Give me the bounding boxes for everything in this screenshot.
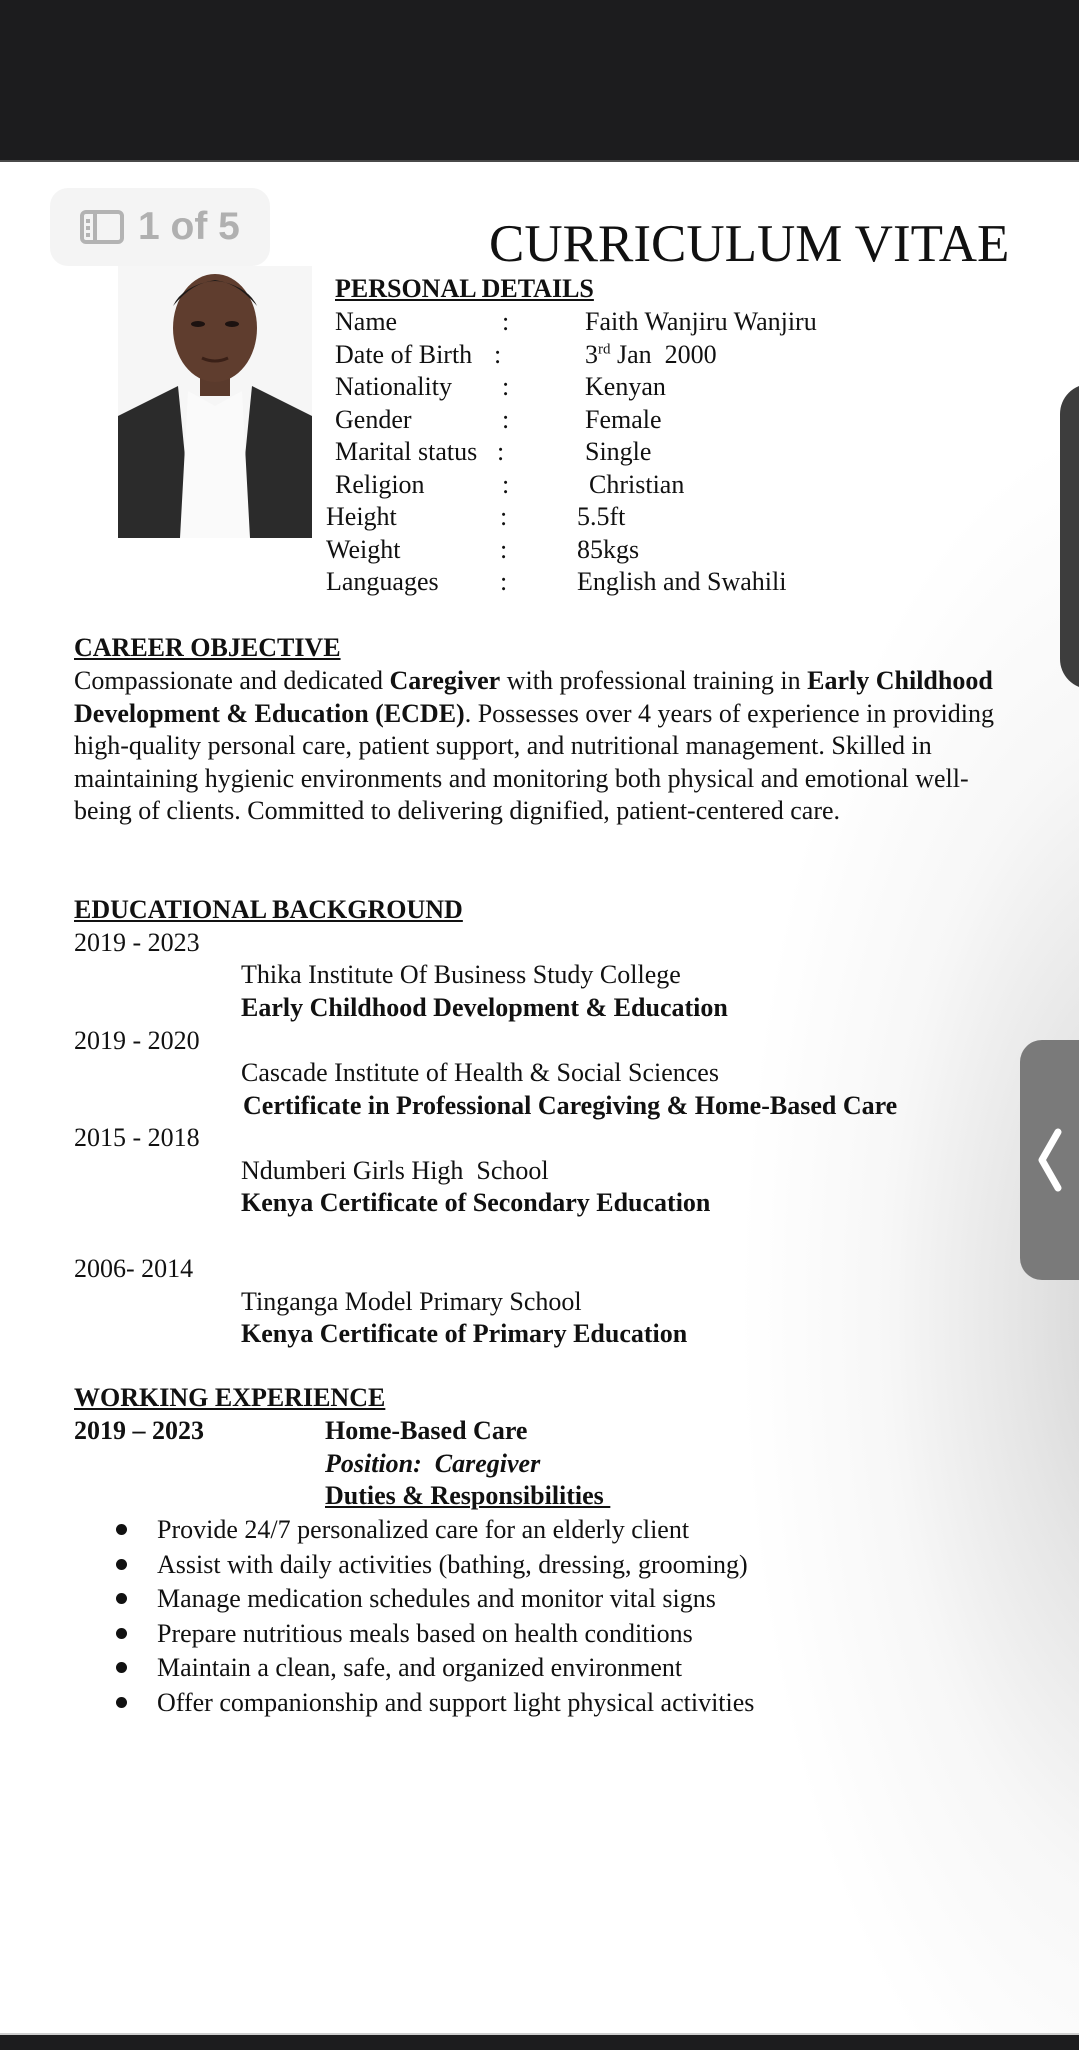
pd-sep: :	[502, 307, 510, 336]
sidebar-icon	[80, 210, 124, 244]
education-heading: EDUCATIONAL BACKGROUND	[74, 895, 463, 924]
career-objective-text: Compassionate and dedicated Caregiver with professional training in Early Childhood Development & Education (ECDE). Possesses over 4 years of experience in providing high-quality personal care, patient support, and nutritional management. Skilled in maintaining hygienic environments and monitoring both physical and emotional well-being of clients. Committed to delivering dignified, patient-centered care.	[74, 666, 994, 826]
edu-years: 2006- 2014	[74, 1254, 194, 1283]
bullet-icon	[116, 1662, 127, 1673]
pd-label-gender: Gender	[335, 405, 412, 434]
pd-label-religion: Religion	[335, 470, 425, 499]
edu-qualification: Kenya Certificate of Secondary Education	[241, 1188, 711, 1217]
pd-value-gender: Female	[585, 405, 662, 434]
experience-position: Position: Caregiver	[325, 1449, 541, 1478]
edu-qualification: Kenya Certificate of Primary Education	[241, 1319, 688, 1348]
pd-label-name: Name	[335, 307, 398, 336]
pd-sep: :	[502, 372, 510, 401]
edu-institution: Ndumberi Girls High School	[241, 1156, 549, 1185]
pd-value-dob: 3rd Jan 2000	[585, 340, 717, 369]
chevron-left-icon	[1038, 1128, 1062, 1192]
pd-sep: :	[502, 470, 510, 499]
cv-title: CURRICULUM VITAE	[489, 215, 1010, 273]
pd-value-height: 5.5ft	[577, 502, 626, 531]
pd-label-height: Height	[326, 502, 397, 531]
pd-sep: :	[500, 567, 508, 596]
duties-heading: Duties & Responsibilities	[325, 1481, 611, 1510]
list-item: Prepare nutritious meals based on health conditions	[116, 1619, 693, 1649]
list-item: Offer companionship and support light physical activities	[116, 1688, 754, 1718]
edu-years: 2015 - 2018	[74, 1123, 200, 1152]
edu-institution: Tinganga Model Primary School	[241, 1287, 582, 1316]
pd-label-languages: Languages	[326, 567, 439, 596]
pd-label-nationality: Nationality	[335, 372, 452, 401]
pd-label-weight: Weight	[326, 535, 401, 564]
personal-details-heading: PERSONAL DETAILS	[335, 274, 594, 303]
edu-institution: Cascade Institute of Health & Social Sciences	[241, 1058, 719, 1087]
pd-sep: :	[500, 535, 508, 564]
pd-sep: :	[497, 437, 505, 466]
edu-years: 2019 - 2020	[74, 1026, 200, 1055]
pd-value-weight: 85kgs	[577, 535, 640, 564]
pd-value-religion: Christian	[589, 470, 685, 499]
career-objective-heading: CAREER OBJECTIVE	[74, 633, 341, 662]
top-toolbar	[0, 0, 1079, 162]
bullet-icon	[116, 1593, 127, 1604]
bullet-icon	[116, 1559, 127, 1570]
pd-sep: :	[502, 405, 510, 434]
pd-label-marital: Marital status	[335, 437, 478, 466]
side-panel-toggle[interactable]	[1020, 1040, 1079, 1280]
experience-years: 2019 – 2023	[74, 1416, 204, 1445]
list-item: Assist with daily activities (bathing, dressing, grooming)	[116, 1550, 748, 1580]
bullet-icon	[116, 1628, 127, 1639]
list-item: Manage medication schedules and monitor vital signs	[116, 1584, 716, 1614]
list-item: Maintain a clean, safe, and organized environment	[116, 1653, 682, 1683]
profile-photo	[118, 266, 312, 538]
experience-heading: WORKING EXPERIENCE	[74, 1383, 386, 1412]
experience-employer: Home-Based Care	[325, 1416, 528, 1445]
bullet-icon	[116, 1524, 127, 1535]
pd-value-languages: English and Swahili	[577, 567, 787, 596]
bottom-toolbar	[0, 2033, 1079, 2050]
pd-label-dob: Date of Birth	[335, 340, 473, 369]
edu-qualification: Early Childhood Development & Education	[241, 993, 728, 1022]
pd-value-name: Faith Wanjiru Wanjiru	[585, 307, 817, 336]
edu-qualification: Certificate in Professional Caregiving & Home-Based Care	[243, 1091, 898, 1120]
list-item: Provide 24/7 personalized care for an elderly client	[116, 1515, 689, 1545]
edu-years: 2019 - 2023	[74, 928, 200, 957]
page-indicator-label: 1 of 5	[138, 205, 240, 248]
edu-institution: Thika Institute Of Business Study College	[241, 960, 681, 989]
next-page-preview	[1060, 384, 1079, 689]
pd-sep: :	[500, 502, 508, 531]
page-indicator[interactable]	[50, 188, 270, 266]
pd-sep: :	[494, 340, 502, 369]
bullet-icon	[116, 1697, 127, 1708]
pd-value-nationality: Kenyan	[585, 372, 666, 401]
pd-value-marital: Single	[585, 437, 652, 466]
